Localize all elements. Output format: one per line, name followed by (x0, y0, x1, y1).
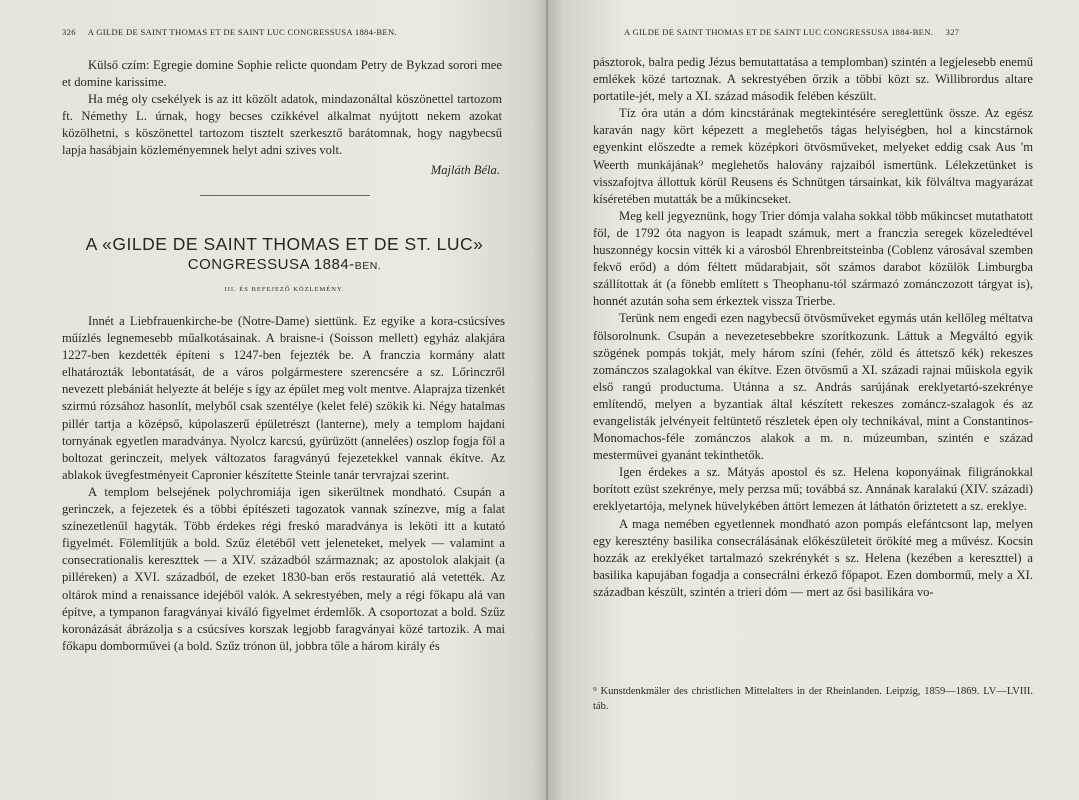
paragraph: Meg kell jegyeznünk, hogy Trier dómja valaha sokkal több műkincset mutathatott föl, de 1792 óta nagyon is leapadt számuk, mert a franczia seregek közeledtével huszonnégy kocsin vitték ki a városból Ehrenbreitsteinba (Coblenz városával szemben fekvő erőd) a dóm féltett műdarabjait, sőt számos darabot közülök Limburgba szállítottak át (a fönebb említett s Theophanu-tól származó zománczozott tárgyat is), honnét azután soha sem érkeztek vissza Trierbe. (593, 208, 1033, 309)
paragraph: A templom belsejének polychromiája igen sikerültnek mondható. Csupán a gerinczek, a fejezetek és a többi építészeti tagozatok vannak színezve, míg a falat színezetlenűl hagyták. Több érdekes régi freskó maradványa is leköti itt a kutató figyelmét. Fölemlítjük a bold. Szűz életéből vett jeleneteket, melyek — valamint a consecrationalis kereszttek — a XIV. századból származnak; az apostolok alakjait (a pillérekеn) a XVI. századból, de ezeket 1830-ban erős restauratió alá vetették. Az oltárok mind a renaissance idejéből valók. A sekrestyében, mely a régi főkapu alá van építve, a tympanon faragványai kiváló figyelmet érdemlők. A csoportozat a bold. Szűz koronázását ábrázolja s a csúcsíves korszak legjobb faragványai közé tartozik. A mai főkapu domborművei (a bold. Szűz trónon ül, jobbra tőle a három király és (62, 484, 505, 653)
paragraph: Tíz óra után a dóm kincstárának megtekintésére sereglettünk össze. Az egész karaván nagy kört képezett a meglehetős tágas helyiségben, hol a kincstárnok egyenkint előszedte a remek középkori ötvösműveket, melyeket eddig csak Aus 'm Weerth munkájának⁹ meglehetős halovány rajzaiból ismertünk. Lélekzetünket is visszafojtva állottuk körül Reusens és Schnütgen társainkat, kik fölváltva magyarázat kíséretében mutatták be a műkincseket. (593, 106, 1033, 206)
article-title (62, 233, 507, 293)
footnote: ⁹ Kunstdenkmäler des christlichen Mittelalters in der Rheinlanden. Leipzig, 1859—1869. LV—LVIII. táb. (593, 686, 1033, 712)
paragraph: Terünk nem engedi ezen nagybecsű ötvösműveket egymás után kellőleg méltatva fölsorolnunk. Csupán a nevezetesebbekre szorítkozunk. Láttuk a Megváltó egyik szögének pompás tokját, mely három színi (fehér, zöld és áttetsző kék) rekeszes zománczos szalagokkal van ékítve. Ezen ötvösmű a XI. századi rajnai műiskola egyik első rangú productuma. Utánna a sz. András sarújának ereklyetartó-szekrénye említendő, melyen a byzantiak által készített rekeszes zománcz-szalagok és az evangelisták jelvényeit feltüntető részletek épen oly technikával, mint a Constantinos-Monomachos-féle zománczos alakok a m. n. múzeumban, szintén e század mestermüvei gyanánt tekinthetők. (593, 311, 1033, 463)
letter-closing-text (62, 57, 502, 179)
author-signature: Majláth Béla. (430, 162, 500, 177)
running-head-left (62, 27, 397, 37)
article-title-line2 (62, 255, 507, 276)
article-body-left (62, 313, 505, 655)
section-divider (200, 195, 370, 196)
article-title-line2-text: CONGRESSUSA 1884- (187, 256, 355, 273)
paragraph: pásztorok, balra pedig Jézus bemutattatása a templomban) szintén a legjelesebb enemű emlékek közé tartoznak. A sekrestyében őrzik a többi közt sz. Willibrordus altare portatile-jét, mely a XI. század második felében készült. (593, 55, 1033, 104)
running-head-text-right: A GILDE DE SAINT THOMAS ET DE SAINT LUC CONGRESSUSA 1884-BEN. (624, 27, 934, 37)
article-subtitle: III. ÉS BEFEJEZŐ KÖZLEMÉNY. (224, 286, 345, 293)
paragraph: Ha még oly csekélyek is az itt közölt adatok, mindazonáltal köszönettel tartozom ft. Némethy L. úrnak, hogy becses czikkével alkalmat nyújtott nekem azokat közölhetni, s köszönettel tartozom tisztelt szerkesztő barátomnak, hogy nagybecsű lapja hasábjain közleményemnek helyt adni szives volt. (62, 92, 502, 158)
running-head-right (624, 27, 959, 37)
right-page (548, 0, 1079, 800)
article-body-right (593, 54, 1033, 601)
paragraph: Külső czím: Egregie domine Sophie relicte quondam Petry de Bykzad sorori mee et domine karissime. (62, 58, 502, 90)
page-number-left: 326 (62, 27, 76, 37)
paragraph: A maga nemében egyetlennek mondható azon pompás elefántcsont lap, melyen egy keresztény basilika consecrálásának előkészületeit örökíté meg a művész. Kocsin hozzák az ereklyéket tartalmazó szekrénykét s sz. Helena (kezében a kereszttel) a basilika kapujában fogadja a consecrálni érkező főpapot. Ezen dombormű, mely a XI. században készült, szintén a trieri dóm — mert az ősi basilikára vo- (593, 516, 1033, 599)
page-number-right: 327 (945, 27, 960, 37)
article-title-line1: A «GILDE DE SAINT THOMAS ET DE ST. LUC» (85, 234, 484, 254)
paragraph: Igen érdekes a sz. Mátyás apostol és sz. Helena koponyáinak filigránokkal borított ezüst szekrénye, mely perzsa mű; továbbá sz. Annának karalakú (XIV. századi) ereklyetartója, melynek hüvelykében áttört lemezen át láthatón őriztetett a sz. ereklye. (593, 465, 1033, 514)
running-head-text-left: A GILDE DE SAINT THOMAS ET DE SAINT LUC CONGRESSUSA 1884-BEN. (87, 27, 397, 37)
paragraph: Innét a Liebfrauenkirche-be (Notre-Dame) siettünk. Ez egyike a kora-csúcsíves műízlés legnemesebb műalkotásainak. A braisne-i (Soisson mellett) egyház alakjára 1227-ben kezdették építeni s 1247-ben fejezték be. A franczia kormány alatt elhatározták lebontatását, de a város polgármestere szerencsére a sz. Lőrinczről nevezett plebániát helyezte át beléje s így az épület meg volt mentve. Alaprajza tizenkét szirmú rózsához hasonlít, melyből csak szentélye (kelet felé) szökik ki. Négy hatalmas pillér tartja a középső, kúpolaszerű épületrészt (lanterne), mely a templom hajdani tornyának egyetlen maradványa. Nyolcz karcsú, gyürüzött (annelées) oszlop fogja föl a boltozat gerinczeit, melyek változatos faragványú fejezetekkel vannak ékítve. Az ablakok üvegfestményeit Capronier készítette Steinle tanár tervrajzai szerint. (62, 314, 505, 482)
article-title-suffix: BEN. (354, 260, 382, 272)
